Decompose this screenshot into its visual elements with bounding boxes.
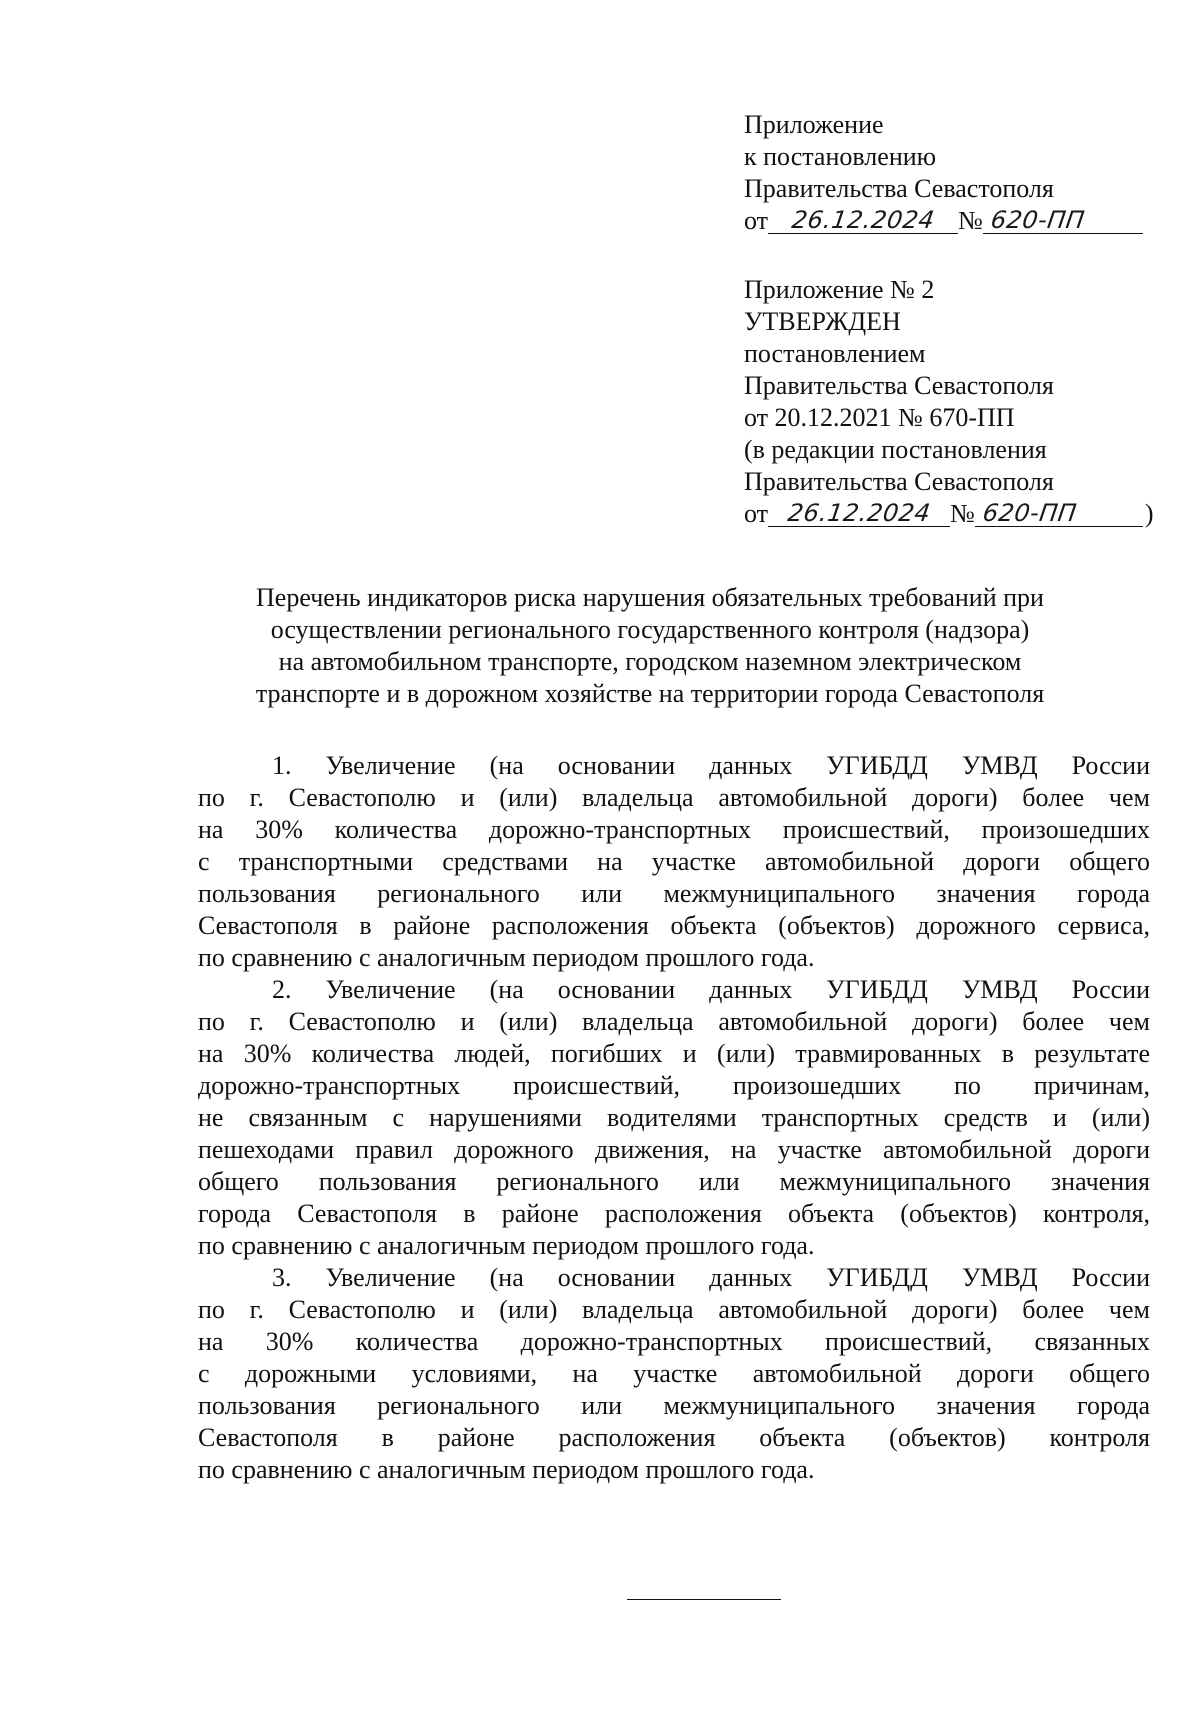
paragraph-line: дорожно-транспортных происшествий, произошедших по причинам, bbox=[198, 1071, 1150, 1100]
from-label: от bbox=[744, 499, 769, 528]
paragraph-line: по г. Севастополю и (или) владельца автомобильной дороги) более чем bbox=[198, 1295, 1150, 1324]
paragraph-line: по г. Севастополю и (или) владельца автомобильной дороги) более чем bbox=[198, 1007, 1150, 1036]
paragraph-line: 1. Увеличение (на основании данных УГИБДД УМВД России bbox=[272, 751, 1150, 780]
paragraph-line: по сравнению с аналогичным периодом прошлого года. bbox=[198, 1455, 815, 1484]
handwritten-number-field bbox=[983, 207, 1143, 234]
title-line: Перечень индикаторов риска нарушения обязательных требований при bbox=[256, 583, 1044, 612]
appendix-date-line bbox=[744, 205, 1164, 237]
paragraph-line: пользования регионального или межмуниципального значения города bbox=[198, 1391, 1150, 1420]
from-label: от bbox=[744, 206, 769, 235]
appendix-line: Приложение bbox=[744, 110, 884, 139]
approval-stamp-block bbox=[744, 274, 1164, 530]
appendix-line: к постановлению bbox=[744, 142, 937, 171]
number-sign: № bbox=[950, 499, 975, 528]
handwritten-date: 26.12.2024 bbox=[785, 499, 933, 527]
paragraph-line: не связанным с нарушениями водителями транспортных средств и (или) bbox=[198, 1103, 1150, 1132]
indicator-paragraph-3 bbox=[198, 1262, 1150, 1486]
paragraph-line: по г. Севастополю и (или) владельца автомобильной дороги) более чем bbox=[198, 783, 1150, 812]
handwritten-date: 26.12.2024 bbox=[789, 206, 937, 234]
appendix-line: Правительства Севастополя bbox=[744, 174, 1054, 203]
approval-date-line bbox=[744, 498, 1164, 530]
paragraph-line: 2. Увеличение (на основании данных УГИБДД УМВД России bbox=[272, 975, 1150, 1004]
paragraph-line: по сравнению с аналогичным периодом прошлого года. bbox=[198, 943, 815, 972]
title-line: на автомобильном транспорте, городском наземном электрическом bbox=[278, 647, 1022, 676]
handwritten-date-field bbox=[768, 207, 958, 234]
paragraph-line: с транспортными средствами на участке автомобильной дороги общего bbox=[198, 847, 1150, 876]
paragraph-line: на 30% количества людей, погибших и (или) травмированных в результате bbox=[198, 1039, 1150, 1068]
paragraph-line: 3. Увеличение (на основании данных УГИБДД УМВД России bbox=[272, 1263, 1150, 1292]
document-body bbox=[198, 750, 1150, 1486]
title-line: транспорте и в дорожном хозяйстве на территории города Севастополя bbox=[255, 679, 1045, 708]
handwritten-number: 620-ПП bbox=[980, 499, 1079, 527]
closing-parenthesis: ) bbox=[1144, 499, 1154, 528]
paragraph-line: пользования регионального или межмуниципального значения города bbox=[198, 879, 1150, 908]
approval-line: УТВЕРЖДЕН bbox=[744, 307, 901, 336]
end-divider bbox=[627, 1599, 781, 1600]
paragraph-line: на 30% количества дорожно-транспортных происшествий, произошедших bbox=[198, 815, 1150, 844]
approval-line: от 20.12.2021 № 670-ПП bbox=[744, 403, 1015, 432]
approval-line: (в редакции постановления bbox=[744, 435, 1047, 464]
document-title bbox=[200, 582, 1100, 710]
number-sign: № bbox=[958, 206, 983, 235]
paragraph-line: города Севастополя в районе расположения объекта (объектов) контроля, bbox=[198, 1199, 1150, 1228]
paragraph-line: по сравнению с аналогичным периодом прошлого года. bbox=[198, 1231, 815, 1260]
approval-line: постановлением bbox=[744, 339, 926, 368]
paragraph-line: с дорожными условиями, на участке автомобильной дороги общего bbox=[198, 1359, 1150, 1388]
indicator-paragraph-1 bbox=[198, 750, 1150, 974]
handwritten-number-field bbox=[975, 500, 1143, 527]
paragraph-line: на 30% количества дорожно-транспортных происшествий, связанных bbox=[198, 1327, 1150, 1356]
title-line: осуществлении регионального государственного контроля (надзора) bbox=[270, 615, 1030, 644]
handwritten-number: 620-ПП bbox=[988, 206, 1087, 234]
appendix-header bbox=[744, 109, 1164, 237]
approval-line: Правительства Севастополя bbox=[744, 467, 1054, 496]
approval-line: Приложение № 2 bbox=[744, 275, 935, 304]
paragraph-line: Севастополя в районе расположения объекта (объектов) контроля bbox=[198, 1423, 1150, 1452]
paragraph-line: Севастополя в районе расположения объекта (объектов) дорожного сервиса, bbox=[198, 911, 1150, 940]
indicator-paragraph-2 bbox=[198, 974, 1150, 1262]
paragraph-line: пешеходами правил дорожного движения, на участке автомобильной дороги bbox=[198, 1135, 1150, 1164]
paragraph-line: общего пользования регионального или межмуниципального значения bbox=[198, 1167, 1150, 1196]
handwritten-date-field bbox=[768, 500, 950, 527]
approval-line: Правительства Севастополя bbox=[744, 371, 1054, 400]
